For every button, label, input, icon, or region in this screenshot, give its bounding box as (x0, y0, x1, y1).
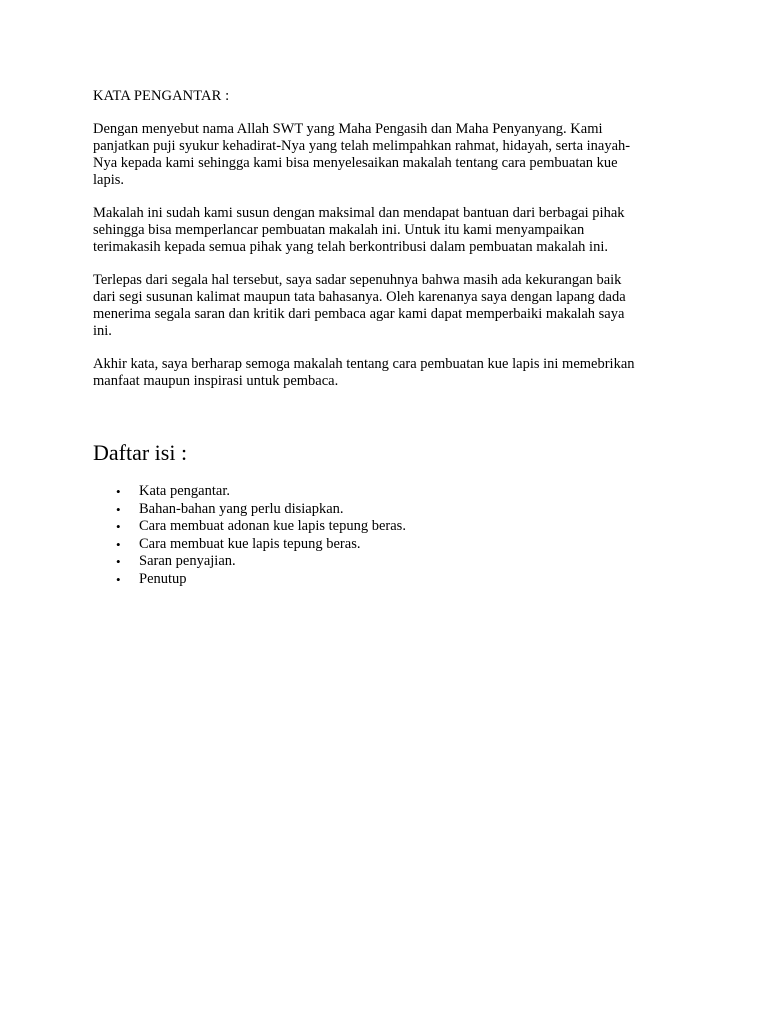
toc-item-label: Bahan-bahan yang perlu disiapkan. (139, 500, 344, 517)
bullet-icon: • (116, 536, 121, 552)
paragraph-1 (93, 121, 683, 189)
toc-item (93, 501, 406, 519)
toc-item (93, 483, 406, 501)
paragraph-line: Dengan menyebut nama Allah SWT yang Maha Pengasih dan Maha Penyanyang. Kami (93, 121, 603, 137)
paragraph-line: Nya kepada kami sehingga kami bisa menyelesaikan makalah tentang cara pembuatan kue (93, 155, 618, 171)
toc-item-label: Kata pengantar. (139, 483, 230, 499)
toc-item (93, 536, 406, 554)
bullet-icon: • (116, 571, 121, 587)
paragraph-3 (93, 272, 683, 340)
paragraph-line: Makalah ini sudah kami susun dengan maksimal dan mendapat bantuan dari berbagai pihak (93, 205, 625, 221)
section-heading: KATA PENGANTAR : (93, 88, 230, 104)
bullet-icon: • (116, 484, 121, 499)
paragraph-line: terimakasih kepada semua pihak yang telah berkontribusi dalam pembuatan makalah ini. (93, 239, 608, 255)
paragraph-line: sehingga bisa memperlancar pembuatan makalah ini. Untuk itu kami menyampaikan (93, 222, 585, 238)
paragraph-line: manfaat maupun inspirasi untuk pembaca. (93, 373, 339, 389)
paragraph-line: ini. (93, 323, 112, 339)
bullet-icon: • (116, 519, 121, 534)
toc-item (93, 553, 406, 571)
paragraph-line: dari segi susunan kalimat maupun tata bahasanya. Oleh karenanya saya dengan lapang dada (93, 289, 626, 305)
bullet-icon: • (116, 554, 121, 569)
toc-item (93, 571, 406, 589)
paragraph-line: panjatkan puji syukur kehadirat-Nya yang telah melimpahkan rahmat, hidayah, serta inayah- (93, 138, 631, 154)
toc-title: Daftar isi : (93, 440, 188, 465)
toc-list (93, 483, 406, 588)
toc-item (93, 518, 406, 536)
paragraph-4 (93, 356, 683, 390)
paragraph-line: Akhir kata, saya berharap semoga makalah tentang cara pembuatan kue lapis ini memebrikan (93, 356, 635, 372)
toc-item-label: Cara membuat kue lapis tepung beras. (139, 535, 361, 552)
document-body (93, 88, 683, 587)
toc-item-label: Penutup (139, 570, 187, 587)
toc-item-label: Cara membuat adonan kue lapis tepung beras. (139, 518, 406, 534)
bullet-icon: • (116, 501, 121, 517)
paragraph-line: menerima segala saran dan kritik dari pembaca agar kami dapat memperbaiki makalah saya (93, 306, 625, 322)
paragraph-2 (93, 205, 683, 256)
paragraph-line: lapis. (93, 172, 125, 188)
toc-item-label: Saran penyajian. (139, 553, 236, 569)
paragraph-line: Terlepas dari segala hal tersebut, saya sadar sepenuhnya bahwa masih ada kekurangan baik (93, 272, 622, 288)
